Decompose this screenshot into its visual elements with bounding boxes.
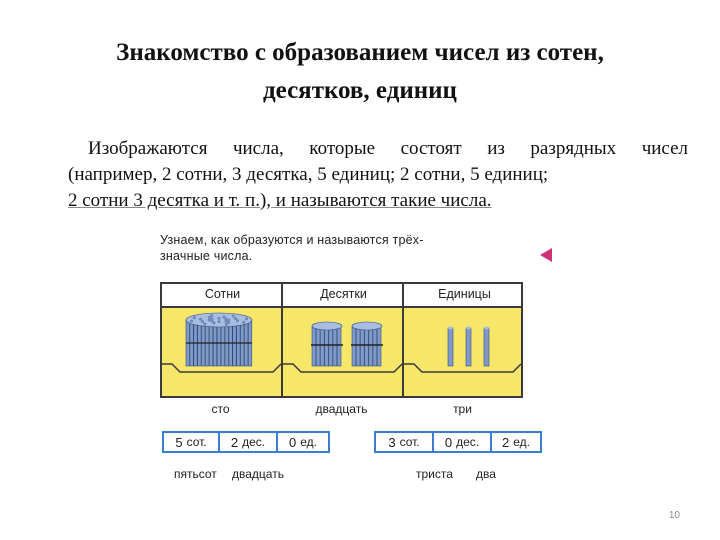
stick-end bbox=[193, 316, 196, 319]
body-text-line-2: (например, 2 сотни, 3 десятка, 5 единиц; 2 сотни, 5 единиц; bbox=[68, 164, 549, 185]
place-value-table bbox=[160, 282, 523, 398]
number-word: двадцать bbox=[232, 467, 284, 481]
stick-end bbox=[224, 317, 227, 320]
stick-shelf bbox=[162, 308, 521, 398]
unit-label: сот. bbox=[186, 435, 207, 449]
unit-label: дес. bbox=[242, 435, 266, 449]
column-header-tens: Десятки bbox=[320, 287, 367, 301]
unit-label: ед. bbox=[513, 435, 530, 449]
stick bbox=[466, 328, 471, 366]
slide-title-line-1: Знакомство с образованием чисел из сотен, bbox=[116, 39, 604, 66]
textbook-illustration bbox=[150, 226, 535, 494]
stick-end bbox=[218, 320, 221, 323]
stick-end bbox=[245, 317, 248, 320]
tens-bundles bbox=[311, 322, 383, 366]
stick bbox=[337, 326, 341, 366]
number-cell bbox=[278, 433, 328, 451]
body-text-line-1: Изображаются числа, которые состоят из разрядных чисел bbox=[88, 138, 688, 159]
number-word: два bbox=[476, 467, 496, 481]
unit-label: сот. bbox=[399, 435, 420, 449]
stick bbox=[352, 326, 356, 366]
digit: 5 bbox=[175, 434, 183, 450]
stick-end bbox=[242, 321, 245, 324]
stick-end bbox=[211, 317, 214, 320]
shelf-ledge bbox=[404, 364, 521, 372]
table-header bbox=[162, 284, 521, 308]
bundle-top bbox=[186, 313, 252, 327]
unit-label: дес. bbox=[456, 435, 480, 449]
number-cell bbox=[492, 433, 540, 451]
slide-title bbox=[20, 34, 700, 110]
stick bbox=[320, 326, 324, 366]
stick bbox=[316, 326, 320, 366]
caption-tens: двадцать bbox=[315, 402, 368, 416]
stick-end bbox=[199, 318, 202, 321]
stick-end bbox=[210, 314, 213, 317]
stick bbox=[329, 326, 333, 366]
bundle-top bbox=[352, 322, 382, 330]
stick bbox=[360, 326, 364, 366]
bundle-top bbox=[312, 322, 342, 330]
stick bbox=[312, 326, 316, 366]
stick bbox=[365, 326, 369, 366]
number-word: пятьсот bbox=[174, 467, 217, 481]
slide-title-line-2: десятков, единиц bbox=[263, 77, 457, 104]
stick bbox=[484, 328, 489, 366]
stick-end bbox=[484, 327, 489, 330]
stick-end bbox=[190, 320, 193, 323]
stick bbox=[325, 326, 329, 366]
digit: 2 bbox=[502, 434, 510, 450]
stick-end bbox=[236, 319, 239, 322]
stick bbox=[356, 326, 360, 366]
shelf-ledge bbox=[283, 364, 402, 372]
number-word: триста bbox=[416, 467, 453, 481]
unit-sticks bbox=[448, 327, 489, 366]
stick bbox=[373, 326, 377, 366]
unit-label: ед. bbox=[300, 435, 317, 449]
stick bbox=[369, 326, 373, 366]
stick-end bbox=[201, 320, 204, 323]
stick-end bbox=[203, 322, 206, 325]
illustration-intro bbox=[160, 232, 520, 264]
number-cell bbox=[164, 433, 220, 451]
stick-end bbox=[466, 327, 471, 330]
digit: 0 bbox=[444, 434, 453, 450]
body-text-line-3: 2 сотни 3 десятка и т. п.), и называются такие числа. bbox=[68, 190, 492, 211]
number-box-1 bbox=[162, 431, 330, 453]
body-text bbox=[68, 136, 688, 214]
stick-end bbox=[218, 317, 221, 320]
stick-end bbox=[234, 317, 237, 320]
stick-end bbox=[227, 319, 230, 322]
caption-hundreds: сто bbox=[211, 402, 230, 416]
hundreds-bundle bbox=[186, 313, 252, 366]
number-cell bbox=[220, 433, 278, 451]
digit: 3 bbox=[388, 434, 396, 450]
number-cell bbox=[434, 433, 492, 451]
triangle-left-icon[interactable] bbox=[540, 248, 552, 262]
stick bbox=[377, 326, 381, 366]
stick-end bbox=[225, 323, 228, 326]
stick bbox=[333, 326, 337, 366]
digit: 2 bbox=[230, 434, 239, 450]
intro-line-1: Узнаем, как образуются и называются трёх- bbox=[160, 233, 424, 247]
stick-end bbox=[208, 319, 211, 322]
number-box-2 bbox=[374, 431, 542, 453]
column-header-units: Единицы bbox=[438, 287, 491, 301]
number-cell bbox=[376, 433, 434, 451]
column-header-hundreds: Сотни bbox=[204, 287, 241, 301]
stick-end bbox=[448, 327, 453, 330]
digit: 0 bbox=[289, 434, 297, 450]
stick-end bbox=[232, 315, 235, 318]
page-number: 10 bbox=[668, 510, 680, 521]
stick bbox=[448, 328, 453, 366]
caption-units: три bbox=[453, 402, 472, 416]
intro-line-2: значные числа. bbox=[160, 249, 253, 263]
